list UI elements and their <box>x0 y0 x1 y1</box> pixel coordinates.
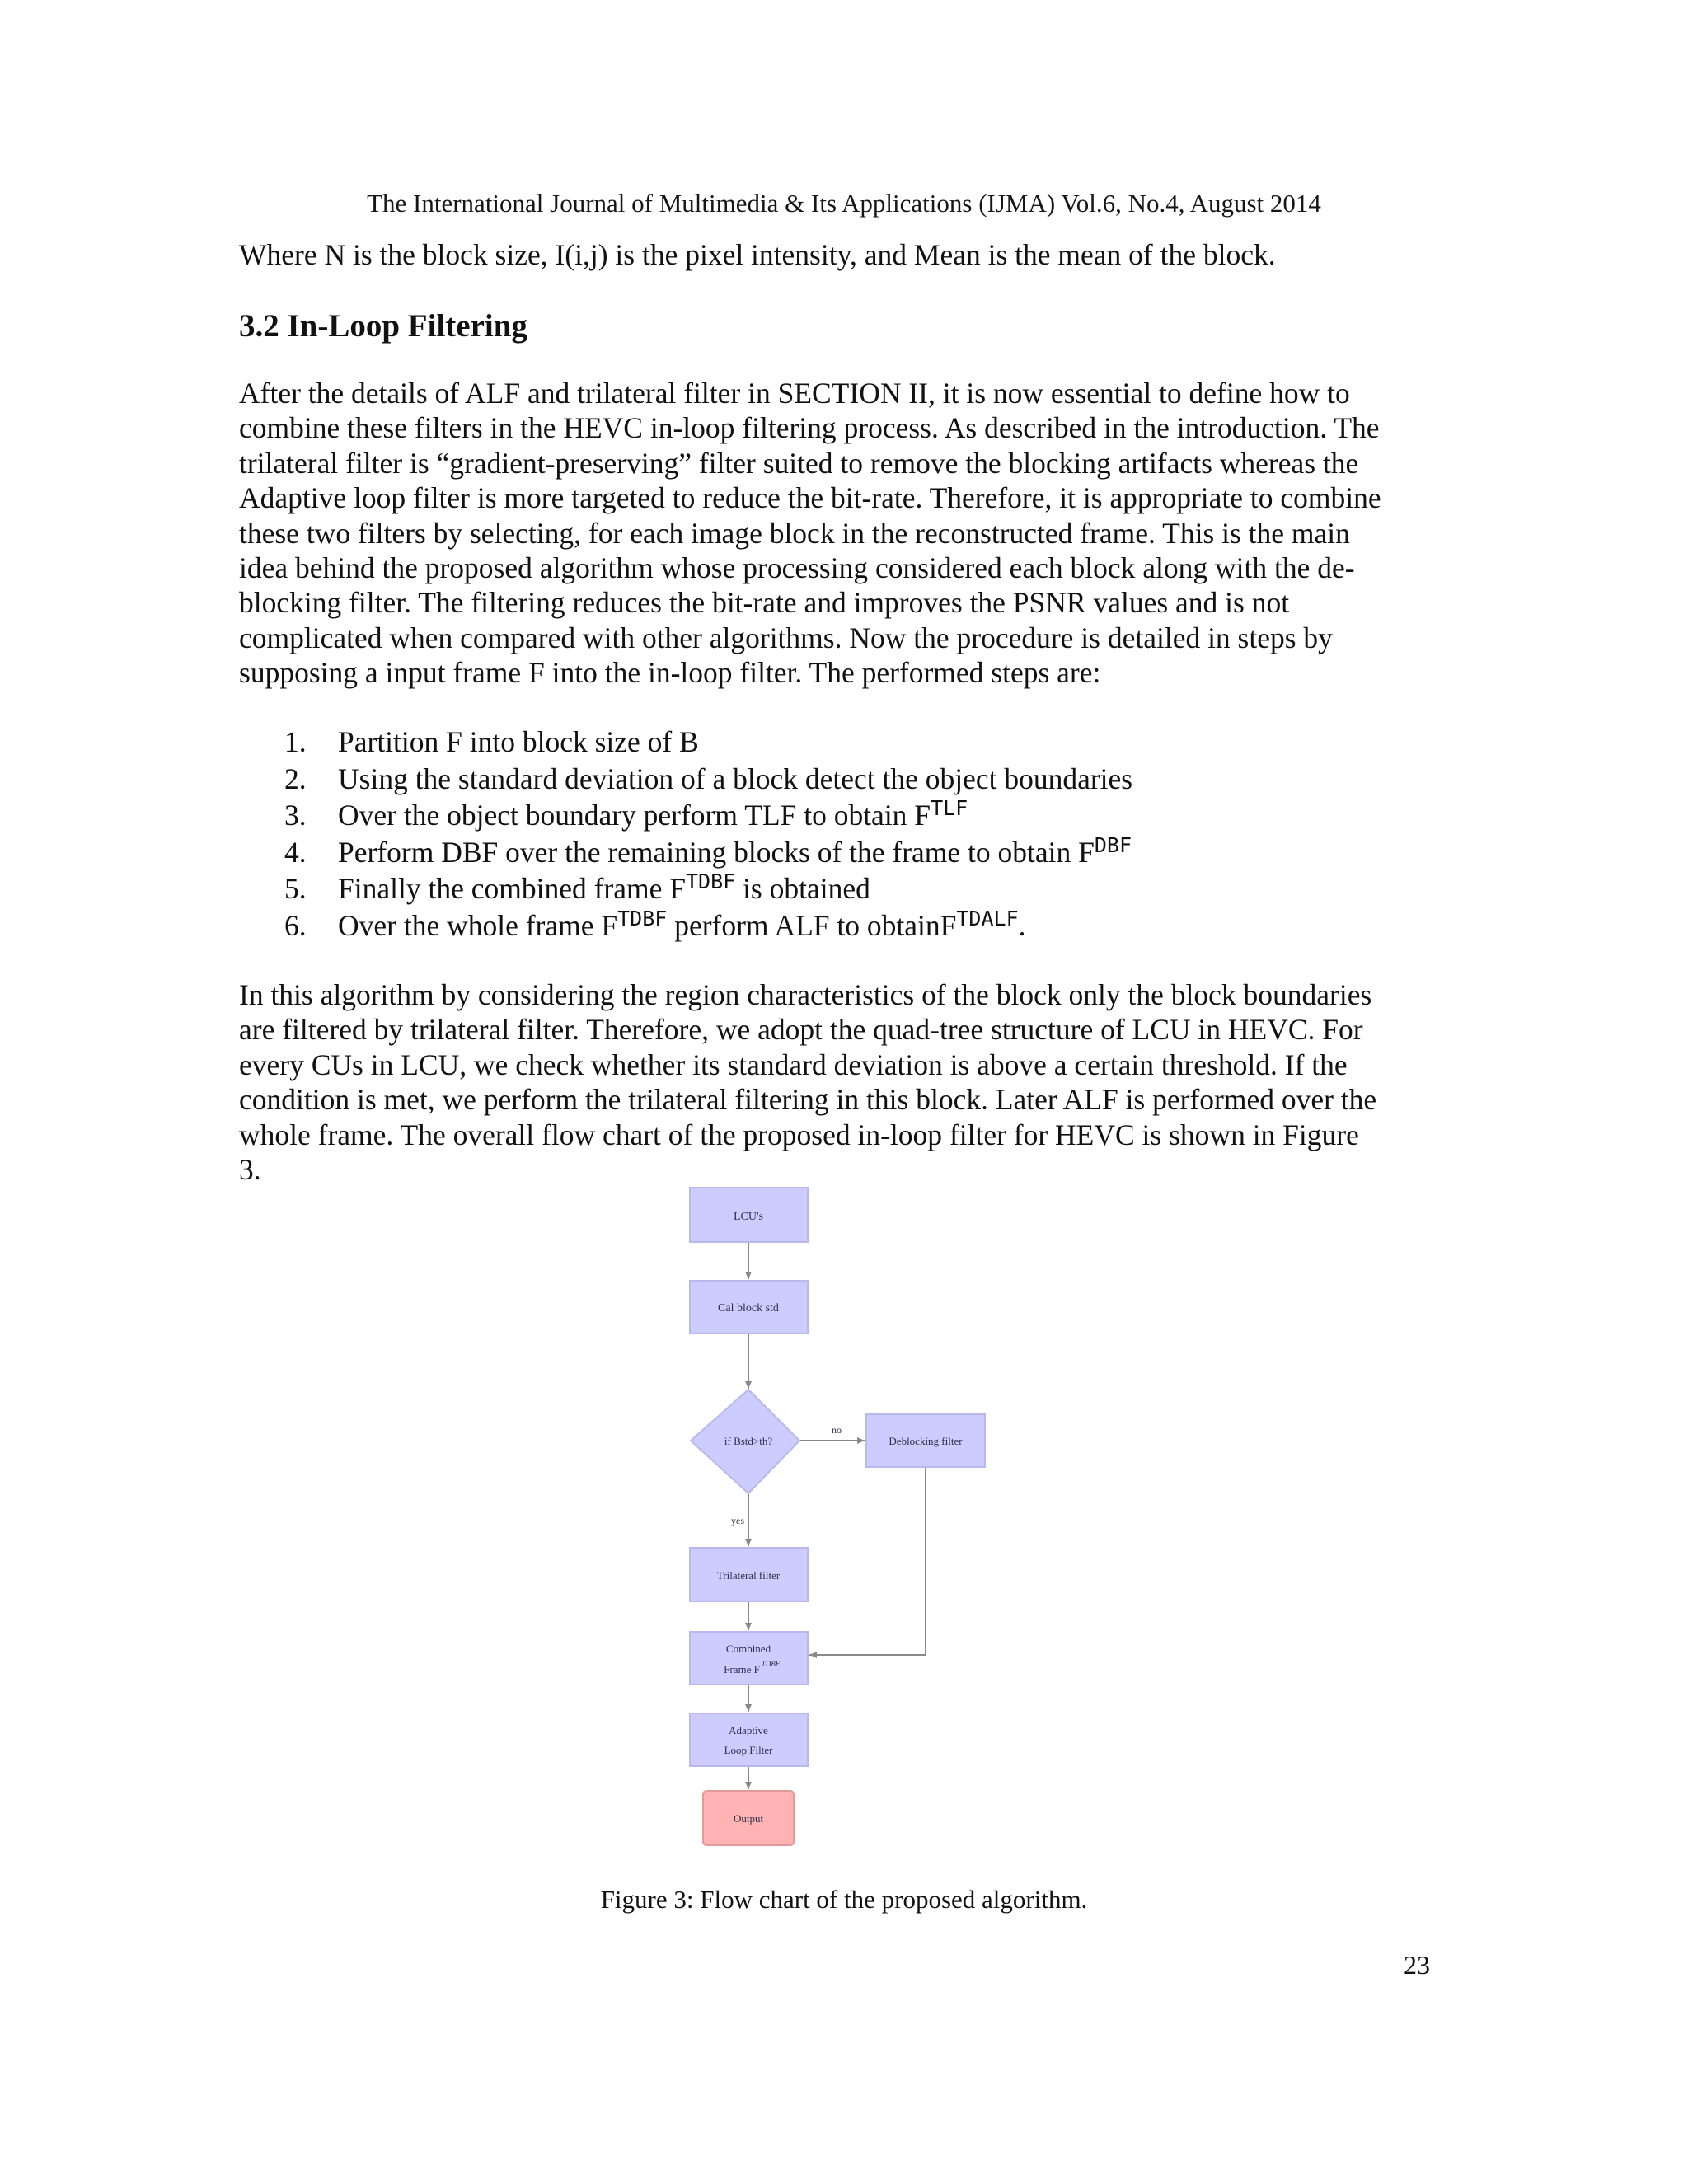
page-number: 23 <box>1404 1950 1430 1980</box>
node-alf-line2: Loop Filter <box>724 1744 773 1756</box>
step-number: 5. <box>284 872 307 906</box>
paragraph-2 <box>239 977 1428 1187</box>
paragraph-1-line: supposing a input frame F into the in-loop filter. The performed steps are: <box>239 656 1101 690</box>
step-item <box>284 797 1273 834</box>
superscript: TLF <box>931 796 968 821</box>
step-number: 3. <box>284 799 307 832</box>
node-deblocking <box>866 1414 985 1467</box>
paragraph-2-line: whole frame. The overall flow chart of the proposed in-loop filter for HEVC is shown in Figure <box>239 1118 1359 1151</box>
node-decision-label: if Bstd>th? <box>724 1435 773 1447</box>
node-lcu <box>690 1188 808 1242</box>
step-number: 1. <box>284 725 307 758</box>
step-item <box>284 761 1273 798</box>
edge-label-yes: yes <box>731 1515 744 1526</box>
flowchart <box>676 1187 1006 1854</box>
paragraph-2-line: every CUs in LCU, we check whether its standard deviation is above a certain threshold. If the <box>239 1047 1348 1081</box>
paragraph-1-line: combine these filters in the HEVC in-loop filtering process. As described in the introduction. The <box>239 411 1380 445</box>
step-number: 6. <box>284 908 307 942</box>
paragraph-1 <box>239 376 1428 691</box>
edge-label-no: no <box>832 1424 842 1436</box>
node-combined-line1: Combined <box>725 1643 771 1655</box>
node-trilateral <box>690 1548 808 1601</box>
paragraph-1-line: After the details of ALF and trilateral filter in SECTION II, it is now essential to define how to <box>239 377 1350 410</box>
superscript: TDBF <box>685 869 736 894</box>
paragraph-1-line: complicated when compared with other algorithms. Now the procedure is detailed in steps by <box>239 621 1333 654</box>
step-item <box>284 870 1273 907</box>
step-text-tail: is obtained <box>735 872 870 906</box>
intro-line: Where N is the block size, I(i,j) is the pixel intensity, and Mean is the mean of the block. <box>239 238 1276 271</box>
paragraph-2-line: are filtered by trilateral filter. Therefore, we adopt the quad-tree structure of LCU in HEVC. For <box>239 1013 1363 1047</box>
node-output-label: Output <box>733 1812 764 1825</box>
step-item <box>284 724 1273 761</box>
node-lcu-label: LCU's <box>734 1211 763 1223</box>
step-text: Using the standard deviation of a block detect the object boundaries <box>338 762 1133 795</box>
section-heading: 3.2 In-Loop Filtering <box>239 308 528 344</box>
step-text: Partition F into block size of B <box>338 725 699 758</box>
figure-caption: Figure 3: Flow chart of the proposed algorithm. <box>600 1885 1088 1914</box>
step-text: Perform DBF over the remaining blocks of the frame to obtain F <box>338 835 1095 869</box>
paragraph-1-line: Adaptive loop filter is more targeted to reduce the bit-rate. Therefore, it is appropriate to combine <box>239 481 1381 515</box>
node-deblocking-label: Deblocking filter <box>889 1435 963 1447</box>
node-cal-block-std <box>690 1281 808 1333</box>
node-alf-box <box>690 1713 808 1766</box>
node-combined-line2: Frame F <box>724 1663 760 1675</box>
node-combined-frame-box <box>690 1632 808 1685</box>
step-text: Finally the combined frame F <box>338 872 686 906</box>
paragraph-1-line: idea behind the proposed algorithm whose processing considered each block along with the de- <box>239 551 1355 585</box>
node-output <box>703 1791 794 1845</box>
step-text: Over the object boundary perform TLF to obtain F <box>338 799 931 832</box>
step-number: 2. <box>284 762 307 795</box>
node-decision <box>691 1390 799 1493</box>
paragraph-1-line: trilateral filter is “gradient-preserving” filter suited to remove the blocking artifacts whereas the <box>239 446 1359 480</box>
step-text-tail: . <box>1018 908 1026 942</box>
node-adaptive-loop-filter <box>690 1713 808 1766</box>
node-cal-block-std-label: Cal block std <box>718 1302 779 1315</box>
paragraph-1-line: these two filters by selecting, for each image block in the reconstructed frame. This is the main <box>239 516 1350 550</box>
step-item <box>284 834 1273 871</box>
superscript: DBF <box>1094 832 1132 857</box>
node-combined-sup: TDBF <box>761 1660 781 1668</box>
paragraph-1-line: blocking filter. The filtering reduces the bit-rate and improves the PSNR values and is not <box>239 586 1290 620</box>
superscript: TDALF <box>956 906 1019 930</box>
steps-list <box>284 724 1273 944</box>
paragraph-2-line: In this algorithm by considering the region characteristics of the block only the block boundaries <box>239 978 1372 1011</box>
running-header: The International Journal of Multimedia & Its Applications (IJMA) Vol.6, No.4, August 2014 <box>367 189 1321 218</box>
paragraph-2-line: 3. <box>239 1153 261 1187</box>
node-trilateral-label: Trilateral filter <box>716 1569 781 1582</box>
paragraph-2-line: condition is met, we perform the trilateral filtering in this block. Later ALF is performed over the <box>239 1083 1377 1117</box>
step-text-tail: perform ALF to obtainF <box>667 908 957 942</box>
node-alf-line1: Adaptive <box>729 1724 768 1736</box>
arrow-deblocking-to-combined <box>809 1467 926 1655</box>
step-number: 4. <box>284 835 307 869</box>
step-item <box>284 907 1273 944</box>
step-text: Over the whole frame F <box>338 908 618 942</box>
node-combined-frame <box>690 1632 808 1685</box>
superscript: TDBF <box>617 906 668 930</box>
